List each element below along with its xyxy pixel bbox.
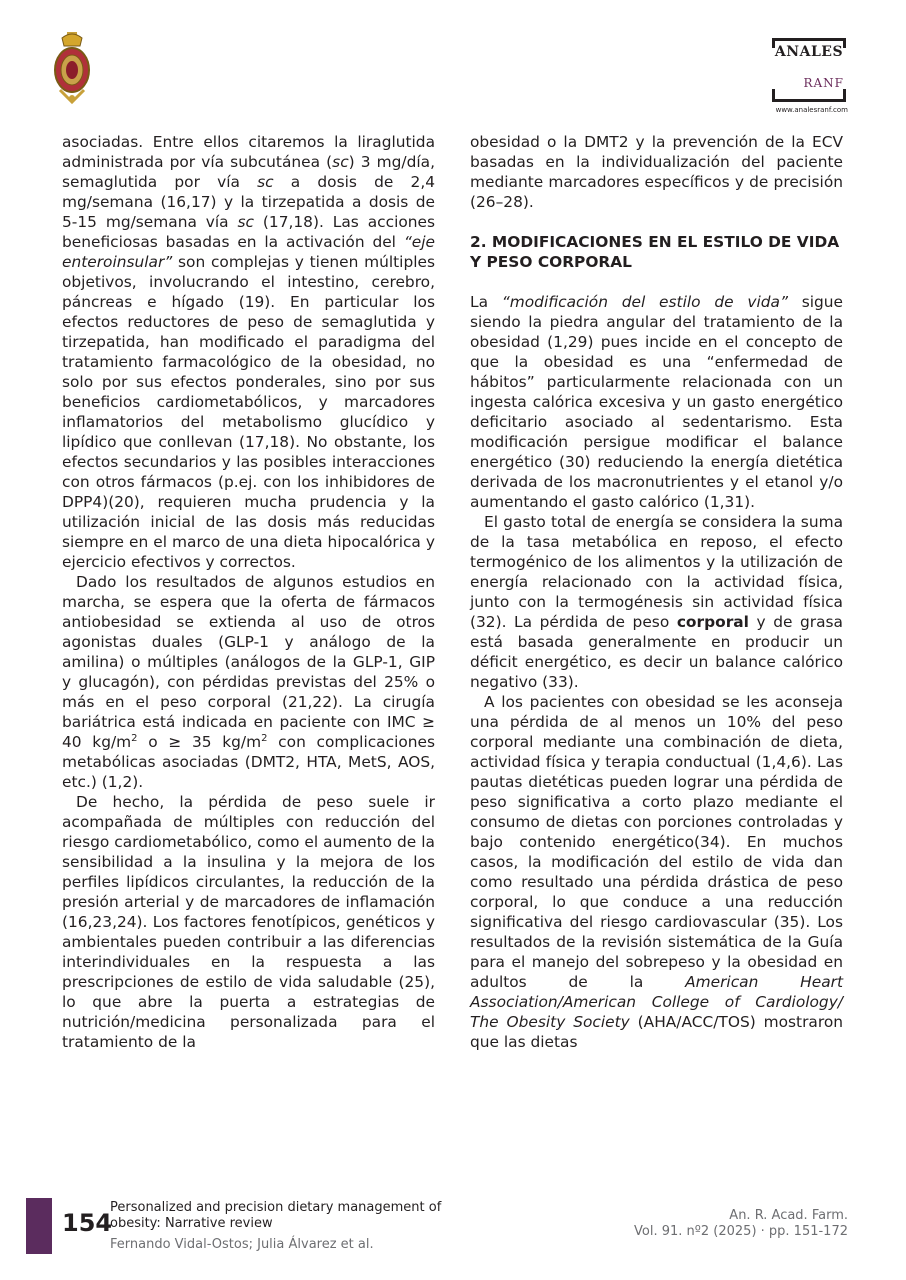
paragraph: [470, 692, 843, 1052]
text-run: El gasto total de energía se considera la suma de la tasa metabólica en reposo, el efecto termogénico de los alimentos y la utilización de energía relacionado con la actividad física, junto con la termogénesis sin actividad física (32). La pérdida de peso: [470, 513, 843, 631]
academy-crest-icon: [50, 30, 94, 106]
text-run: ) 3 mg/día, semaglutida por vía: [62, 153, 435, 191]
page-number: 154: [62, 1209, 113, 1237]
paragraph: obesidad o la DMT2 y la prevención de la ECV basadas en la individualización del paciente mediante marcadores específicos y de precisión (26–28).: [470, 133, 843, 211]
text-run: Dado los resultados de algunos estudios en marcha, se espera que la oferta de fármacos antiobesidad se extienda al uso de otros agonistas duales (GLP-1 y análogo de la amilina) o múltiples (análogos de la GLP-1, GIP y glucagón), con pérdidas previstas del 25% o más en el peso corporal (21,22). La cirugía bariátrica está indicada en paciente con IMC ≥ 40 kg/m: [62, 573, 435, 751]
logo-url: www.analesranf.com: [775, 106, 848, 114]
paragraph: [62, 572, 435, 792]
text-run: “modificación del estilo de vida”: [501, 293, 788, 311]
logo-subtitle: RANF: [803, 76, 844, 90]
paragraph: De hecho, la pérdida de peso suele ir acompañada de múltiples con reducción del riesgo cardiometabólico, como el aumento de la sensibilidad a la insulina y la mejora de los perfiles lipídicos circulantes, la reducción de la presión arterial y de marcadores de inflamación (16,23,24). Los factores fenotípicos, genéticos y ambientales pueden contribuir a las diferencias interindividuales en la respuesta a las prescripciones de estilo de vida saludable (25), lo que abre la puerta a estrategias de nutrición/medicina personalizada para el tratamiento de la: [62, 793, 435, 1051]
text-run: sc: [237, 213, 254, 231]
paragraph: [470, 512, 843, 692]
superscript: 2: [131, 732, 138, 744]
logo-frame-bottom: [772, 89, 846, 102]
footer-accent-bar: [26, 1198, 52, 1254]
text-run: sigue siendo la piedra angular del tratamiento de la obesidad (1,29) pues incide en el concepto de que la obesidad es una “enfermedad de hábitos” particularmente relacionada con un ingesta calórica excesiva y un gasto energético deficitario asociado al sedentarismo. Esta modificación persigue modificar el balance energético (30) reduciendo la energía dietética derivada de los macronutrientes y el etanol y/o aumentando el gasto calórico (1,31).: [470, 293, 843, 511]
text-run: “eje enteroinsular”: [62, 233, 435, 271]
text-run: corporal: [676, 613, 749, 631]
text-run: sc: [257, 173, 274, 191]
text-run: son complejas y tienen múltiples objetivos, involucrando el intestino, cerebro, páncreas e hígado (19). En particular los efectos reductores de peso de semaglutida y tirzepatida, han modificado el paradigma del tratamiento farmacológico de la obesidad, no solo por sus efectos ponderales, sino por sus beneficios cardiometabólicos, y marcadores inflamatorios del metabolismo glucídico y lipídico que conllevan (17,18). No obstante, los efectos secundarios y las posibles interacciones con otros fármacos (p.ej. con los inhibidores de DPP4)(20), requieren mucha prudencia y la utilización inicial de las dosis más reducidas siempre en el marco de una dieta hipocalórica y ejercicio efectivos y correctos.: [62, 253, 435, 571]
volume-info: Vol. 91. nº2 (2025) · pp. 151-172: [634, 1224, 848, 1239]
text-run: American Heart Association/American College of Cardiology/ The Obesity Society: [470, 973, 844, 1031]
journal-logo: [772, 38, 848, 114]
journal-name: An. R. Acad. Farm.: [729, 1208, 848, 1223]
text-run: A los pacientes con obesidad se les aconseja una pérdida de al menos un 10% del peso corporal mediante una combinación de dieta, actividad física y terapia conductual (1,4,6). Las pautas dietéticas pueden lograr una pérdida de peso significativa a corto plazo mediante el consumo de dietas con porciones controladas y bajo contenido energético(34). En muchos casos, la modificación del estilo de vida dan como resultado una pérdida drástica de peso corporal, lo que conduce a una reducción significativa del riesgo cardiovascular (35). Los resultados de la revisión sistemática de la Guía para el manejo del sobrepeso y la obesidad en adultos de la: [470, 693, 843, 991]
left-column: [62, 132, 435, 1052]
text-run: (17,18). Las acciones beneficiosas basadas en la activación del: [62, 213, 435, 251]
logo-title: ANALES: [774, 44, 844, 60]
footer-authors: Fernando Vidal-Ostos; Julia Álvarez et al.: [110, 1237, 374, 1252]
text-run: asociadas. Entre ellos citaremos la liraglutida administrada por vía subcutánea (: [62, 133, 435, 171]
paragraph: [62, 132, 435, 572]
paragraph: [470, 292, 843, 512]
superscript: 2: [261, 732, 268, 744]
text-run: La: [470, 293, 502, 311]
text-run: o ≥ 35 kg/m: [137, 733, 262, 751]
section-heading: 2. MODIFICACIONES EN EL ESTILO DE VIDA Y PESO CORPORAL: [470, 233, 840, 271]
text-run: a dosis de 2,4 mg/semana (16,17) y la tirzepatida a dosis de 5-15 mg/semana vía: [62, 173, 436, 231]
footer-citation: [634, 1208, 848, 1240]
text-run: (AHA/ACC/TOS) mostraron que las dietas: [470, 1013, 843, 1051]
text-run: sc: [332, 153, 349, 171]
text-run: y de grasa está basada generalmente en producir un déficit energético, es decir un balance calórico negativo (33).: [470, 613, 843, 691]
footer-article-title: Personalized and precision dietary management of obesity: Narrative review: [110, 1200, 442, 1231]
text-run: con complicaciones metabólicas asociadas (DMT2, HTA, MetS, AOS, etc.) (1,2).: [62, 733, 436, 791]
right-column: [470, 132, 843, 1052]
